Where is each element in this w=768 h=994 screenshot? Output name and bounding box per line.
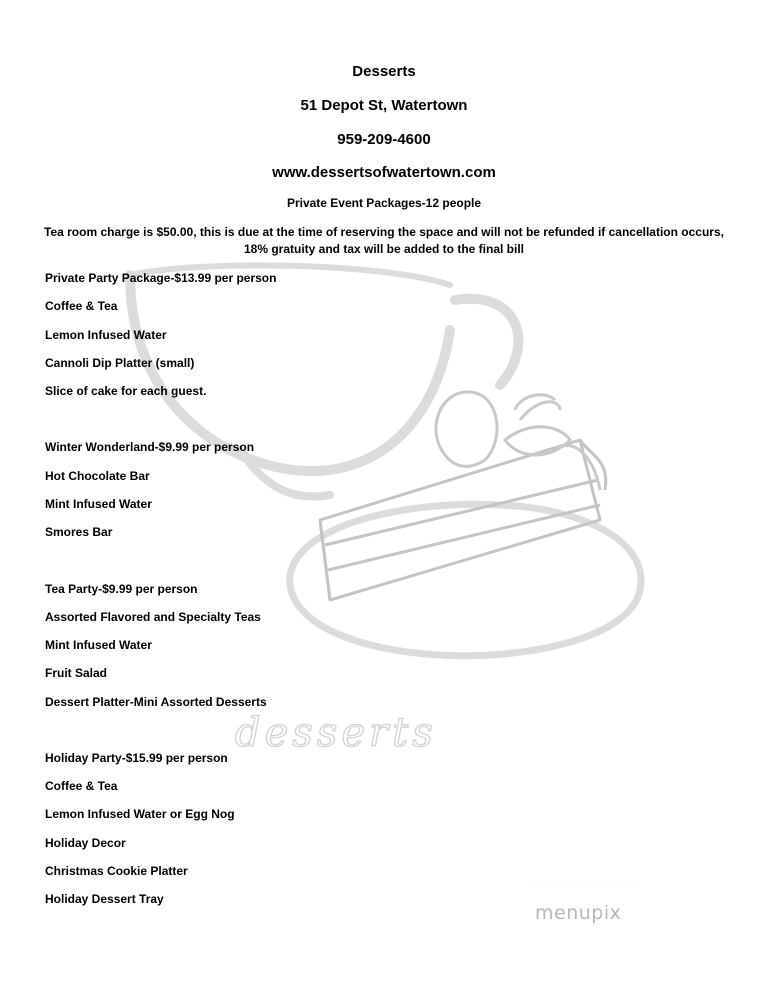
package-title: Holiday Party-$15.99 per person xyxy=(45,751,228,765)
package-item: Hot Chocolate Bar xyxy=(45,469,150,483)
menupix-tagline-watermark: · · · · · · · · · · · · · · · · xyxy=(532,880,639,889)
restaurant-address: 51 Depot St, Watertown xyxy=(300,97,468,114)
package-item: Fruit Salad xyxy=(45,666,108,680)
desserts-logo-text: desserts xyxy=(235,710,437,756)
restaurant-website[interactable]: www.dessertsofwatertown.com xyxy=(272,164,496,181)
package-item: Slice of cake for each guest. xyxy=(45,384,207,398)
package-item: Lemon Infused Water or Egg Nog xyxy=(45,807,235,821)
package-title: Tea Party-$9.99 per person xyxy=(45,582,198,596)
restaurant-phone: 959-209-4600 xyxy=(337,131,431,148)
package-item: Mint Infused Water xyxy=(45,497,152,511)
packages-subtitle: Private Event Packages-12 people xyxy=(286,196,482,210)
package-item: Coffee & Tea xyxy=(45,299,118,313)
package-item: Assorted Flavored and Specialty Teas xyxy=(45,610,261,624)
package-item: Holiday Decor xyxy=(45,836,126,850)
desserts-script-logo xyxy=(230,708,480,758)
package-item: Cannoli Dip Platter (small) xyxy=(45,356,195,370)
package-item: Dessert Platter-Mini Assorted Desserts xyxy=(45,695,267,709)
package-item: Smores Bar xyxy=(45,525,113,539)
package-item: Mint Infused Water xyxy=(45,638,152,652)
tea-room-notice: Tea room charge is $50.00, this is due at the time of reserving the space and will not be refunded if cancellation occurs, 18% gratuity and tax will be added to the final bill xyxy=(44,225,724,256)
package-item: Lemon Infused Water xyxy=(45,328,167,342)
restaurant-name: Desserts xyxy=(352,63,416,80)
package-title: Winter Wonderland-$9.99 per person xyxy=(45,440,255,454)
menupix-watermark: menupix xyxy=(535,902,622,924)
package-title: Private Party Package-$13.99 per person xyxy=(45,271,277,285)
package-item: Holiday Dessert Tray xyxy=(45,892,164,906)
package-item: Christmas Cookie Platter xyxy=(45,864,188,878)
package-item: Coffee & Tea xyxy=(45,779,118,793)
